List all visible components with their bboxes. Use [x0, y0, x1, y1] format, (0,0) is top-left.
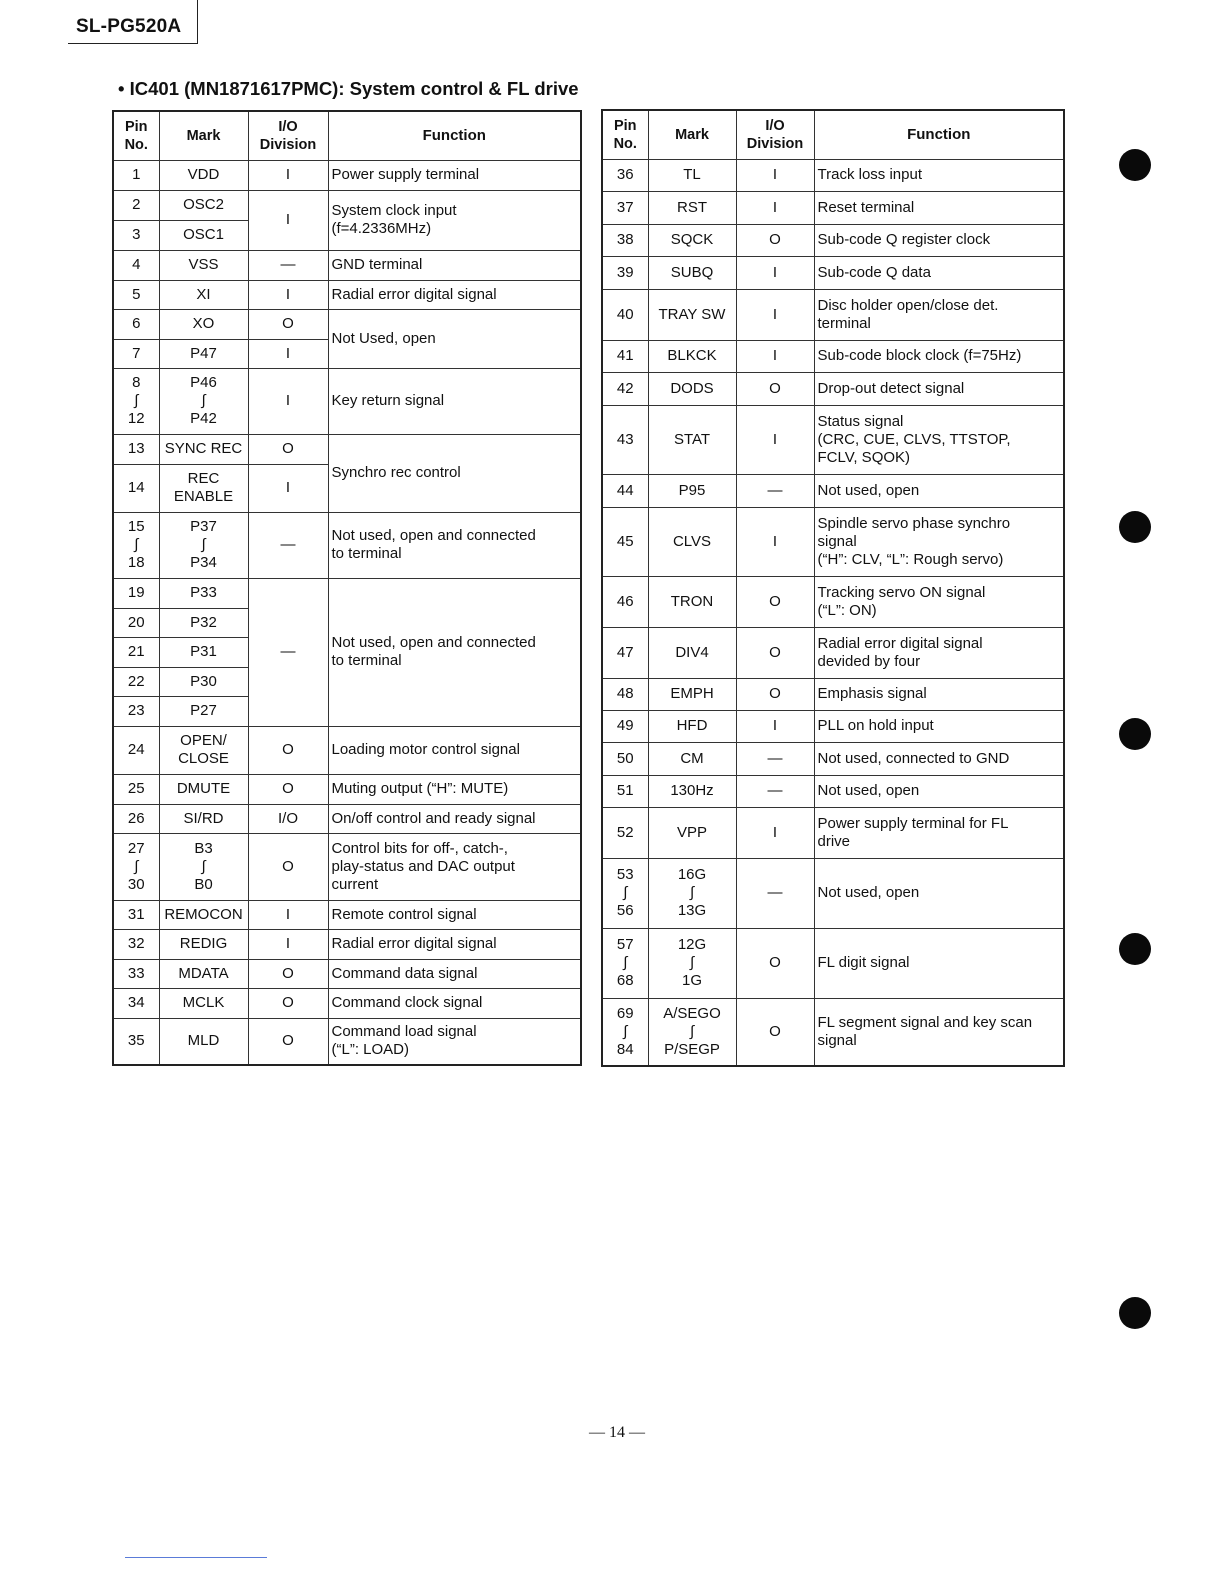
io-division-cell: — — [736, 474, 814, 507]
mark-cell: VPP — [648, 807, 736, 858]
io-division-cell: O — [248, 309, 328, 339]
col-header-io: I/O Division — [248, 111, 328, 160]
io-division-cell: I — [736, 405, 814, 474]
pin-number-cell: 19 — [113, 578, 159, 608]
function-cell: Not used, open — [814, 474, 1064, 507]
table-row — [602, 576, 1064, 627]
pin-number-cell: 44 — [602, 474, 648, 507]
function-cell: Track loss input — [814, 159, 1064, 191]
function-cell: Key return signal — [328, 368, 581, 434]
pin-number-cell: 22 — [113, 667, 159, 696]
function-cell: Reset terminal — [814, 191, 1064, 224]
mark-cell: SI/RD — [159, 804, 248, 833]
table-row — [113, 774, 581, 804]
table-row — [602, 928, 1064, 998]
pin-number-cell: 51 — [602, 775, 648, 807]
pin-number-cell: 35 — [113, 1018, 159, 1065]
pin-number-cell: 7 — [113, 339, 159, 368]
function-cell: Not used, open and connected to terminal — [328, 578, 581, 726]
table-row — [602, 775, 1064, 807]
io-division-cell: I — [248, 929, 328, 959]
table-row — [113, 160, 581, 190]
mark-cell: XO — [159, 309, 248, 339]
mark-cell: MLD — [159, 1018, 248, 1065]
table-row — [113, 900, 581, 929]
io-division-cell: I/O — [248, 804, 328, 833]
io-division-cell: I — [248, 339, 328, 368]
io-division-cell: I — [248, 190, 328, 250]
table-row — [602, 807, 1064, 858]
table-row — [113, 578, 581, 608]
function-cell: FL digit signal — [814, 928, 1064, 998]
section-title: • IC401 (MN1871617PMC): System control & FL drive — [118, 78, 579, 99]
function-cell: Drop-out detect signal — [814, 372, 1064, 405]
table-row — [113, 833, 581, 900]
table-row — [602, 191, 1064, 224]
mark-cell: VDD — [159, 160, 248, 190]
pin-number-cell: 37 — [602, 191, 648, 224]
io-division-cell: O — [736, 998, 814, 1066]
function-cell: Emphasis signal — [814, 678, 1064, 710]
mark-cell: OPEN/ CLOSE — [159, 726, 248, 774]
io-division-cell: I — [736, 710, 814, 742]
io-division-cell: I — [736, 807, 814, 858]
pin-number-cell: 52 — [602, 807, 648, 858]
mark-cell: EMPH — [648, 678, 736, 710]
io-division-cell: I — [736, 340, 814, 372]
col-header-mark: Mark — [159, 111, 248, 160]
pin-number-cell: 57 ∫ 68 — [602, 928, 648, 998]
table-row — [113, 512, 581, 578]
function-cell: FL segment signal and key scan signal — [814, 998, 1064, 1066]
pin-table-right — [601, 109, 1065, 1067]
pin-number-cell: 27 ∫ 30 — [113, 833, 159, 900]
function-cell: Control bits for off-, catch-, play-status and DAC output current — [328, 833, 581, 900]
mark-cell: P32 — [159, 608, 248, 637]
table-row — [113, 434, 581, 464]
model-number: SL-PG520A — [76, 16, 182, 37]
table-row — [602, 474, 1064, 507]
mark-cell: DIV4 — [648, 627, 736, 678]
mark-cell: TL — [648, 159, 736, 191]
mark-cell: REDIG — [159, 929, 248, 959]
function-cell: Synchro rec control — [328, 434, 581, 512]
mark-cell: 16G ∫ 13G — [648, 858, 736, 928]
table-row — [602, 678, 1064, 710]
table-row — [602, 998, 1064, 1066]
col-header-function: Function — [814, 110, 1064, 159]
function-cell: Radial error digital signal — [328, 929, 581, 959]
table-row — [602, 289, 1064, 340]
function-cell: Status signal (CRC, CUE, CLVS, TTSTOP, FCLV, SQOK) — [814, 405, 1064, 474]
mark-cell: RST — [648, 191, 736, 224]
pin-number-cell: 42 — [602, 372, 648, 405]
io-division-cell: O — [248, 1018, 328, 1065]
io-division-cell: O — [248, 726, 328, 774]
pin-number-cell: 6 — [113, 309, 159, 339]
pin-number-cell: 4 — [113, 250, 159, 280]
mark-cell: SUBQ — [648, 256, 736, 289]
io-division-cell: O — [736, 372, 814, 405]
function-cell: Command clock signal — [328, 988, 581, 1018]
table-row — [113, 726, 581, 774]
table-row — [113, 190, 581, 220]
pin-number-cell: 34 — [113, 988, 159, 1018]
io-division-cell: O — [248, 833, 328, 900]
io-division-cell: O — [248, 774, 328, 804]
table-row — [113, 250, 581, 280]
table-row — [602, 256, 1064, 289]
function-cell: PLL on hold input — [814, 710, 1064, 742]
pin-number-cell: 26 — [113, 804, 159, 833]
mark-cell: OSC2 — [159, 190, 248, 220]
io-division-cell: O — [736, 576, 814, 627]
io-division-cell: O — [736, 928, 814, 998]
io-division-cell: I — [736, 289, 814, 340]
function-cell: Power supply terminal for FL drive — [814, 807, 1064, 858]
pin-number-cell: 24 — [113, 726, 159, 774]
io-division-cell: O — [248, 959, 328, 988]
pin-number-cell: 38 — [602, 224, 648, 256]
col-header-mark: Mark — [648, 110, 736, 159]
mark-cell: STAT — [648, 405, 736, 474]
function-cell: System clock input (f=4.2336MHz) — [328, 190, 581, 250]
table-row — [602, 224, 1064, 256]
mark-cell: P30 — [159, 667, 248, 696]
pin-number-cell: 2 — [113, 190, 159, 220]
function-cell: Not used, open — [814, 858, 1064, 928]
io-division-cell: — — [248, 578, 328, 726]
pin-number-cell: 39 — [602, 256, 648, 289]
io-division-cell: I — [736, 159, 814, 191]
pin-number-cell: 5 — [113, 280, 159, 309]
pin-number-cell: 32 — [113, 929, 159, 959]
function-cell: Spindle servo phase synchro signal (“H”: CLV, “L”: Rough servo) — [814, 507, 1064, 576]
table-row — [602, 507, 1064, 576]
pin-number-cell: 31 — [113, 900, 159, 929]
mark-cell: CM — [648, 742, 736, 775]
mark-cell: SQCK — [648, 224, 736, 256]
table-row — [602, 742, 1064, 775]
mark-cell: P27 — [159, 696, 248, 726]
table-row — [113, 959, 581, 988]
io-division-cell: — — [248, 512, 328, 578]
table-row — [113, 929, 581, 959]
col-header-pin: Pin No. — [113, 111, 159, 160]
function-cell: Not used, open and connected to terminal — [328, 512, 581, 578]
pin-number-cell: 20 — [113, 608, 159, 637]
pin-number-cell: 36 — [602, 159, 648, 191]
function-cell: Remote control signal — [328, 900, 581, 929]
punch-hole-mark — [1119, 718, 1151, 750]
function-cell: Power supply terminal — [328, 160, 581, 190]
pin-number-cell: 25 — [113, 774, 159, 804]
io-division-cell: O — [248, 988, 328, 1018]
io-division-cell: I — [248, 464, 328, 512]
pin-number-cell: 3 — [113, 220, 159, 250]
function-cell: GND terminal — [328, 250, 581, 280]
pin-number-cell: 50 — [602, 742, 648, 775]
mark-cell: 130Hz — [648, 775, 736, 807]
function-cell: Not used, open — [814, 775, 1064, 807]
mark-cell: B3 ∫ B0 — [159, 833, 248, 900]
io-division-cell: O — [736, 224, 814, 256]
page-number: — 14 — — [589, 1424, 645, 1441]
mark-cell: REC ENABLE — [159, 464, 248, 512]
mark-cell: XI — [159, 280, 248, 309]
footer-rule — [125, 1557, 267, 1558]
pin-number-cell: 14 — [113, 464, 159, 512]
table-row — [602, 159, 1064, 191]
punch-hole-mark — [1119, 1297, 1151, 1329]
mark-cell: MCLK — [159, 988, 248, 1018]
table-row — [602, 340, 1064, 372]
pin-number-cell: 40 — [602, 289, 648, 340]
function-cell: Sub-code Q register clock — [814, 224, 1064, 256]
pin-table-left — [112, 110, 582, 1066]
function-cell: Muting output (“H”: MUTE) — [328, 774, 581, 804]
table-row — [602, 627, 1064, 678]
function-cell: Disc holder open/close det. terminal — [814, 289, 1064, 340]
table-row — [602, 710, 1064, 742]
punch-hole-mark — [1119, 149, 1151, 181]
io-division-cell: O — [736, 678, 814, 710]
mark-cell: MDATA — [159, 959, 248, 988]
mark-cell: P95 — [648, 474, 736, 507]
mark-cell: P47 — [159, 339, 248, 368]
function-cell: Sub-code Q data — [814, 256, 1064, 289]
pin-number-cell: 23 — [113, 696, 159, 726]
io-division-cell: I — [736, 256, 814, 289]
io-division-cell: — — [736, 742, 814, 775]
table-row — [602, 372, 1064, 405]
mark-cell: TRON — [648, 576, 736, 627]
table-header-row — [602, 110, 1064, 159]
mark-cell: VSS — [159, 250, 248, 280]
mark-cell: DODS — [648, 372, 736, 405]
pin-number-cell: 48 — [602, 678, 648, 710]
io-division-cell: O — [736, 627, 814, 678]
col-header-pin: Pin No. — [602, 110, 648, 159]
mark-cell: OSC1 — [159, 220, 248, 250]
col-header-io: I/O Division — [736, 110, 814, 159]
table-row — [113, 804, 581, 833]
mark-cell: TRAY SW — [648, 289, 736, 340]
pin-number-cell: 1 — [113, 160, 159, 190]
punch-hole-mark — [1119, 933, 1151, 965]
pin-number-cell: 46 — [602, 576, 648, 627]
col-header-function: Function — [328, 111, 581, 160]
io-division-cell: I — [248, 280, 328, 309]
table-row — [113, 1018, 581, 1065]
mark-cell: REMOCON — [159, 900, 248, 929]
pin-number-cell: 69 ∫ 84 — [602, 998, 648, 1066]
mark-cell: BLKCK — [648, 340, 736, 372]
mark-cell: P37 ∫ P34 — [159, 512, 248, 578]
io-division-cell: — — [736, 858, 814, 928]
function-cell: Not used, connected to GND — [814, 742, 1064, 775]
table-row — [113, 368, 581, 434]
function-cell: Loading motor control signal — [328, 726, 581, 774]
io-division-cell: O — [248, 434, 328, 464]
punch-hole-mark — [1119, 511, 1151, 543]
model-tag — [68, 0, 198, 44]
io-division-cell: — — [248, 250, 328, 280]
pin-number-cell: 53 ∫ 56 — [602, 858, 648, 928]
mark-cell: P33 — [159, 578, 248, 608]
mark-cell: DMUTE — [159, 774, 248, 804]
function-cell: Radial error digital signal devided by four — [814, 627, 1064, 678]
pin-number-cell: 8 ∫ 12 — [113, 368, 159, 434]
mark-cell: 12G ∫ 1G — [648, 928, 736, 998]
table-row — [113, 988, 581, 1018]
io-division-cell: — — [736, 775, 814, 807]
mark-cell: SYNC REC — [159, 434, 248, 464]
mark-cell: CLVS — [648, 507, 736, 576]
function-cell: Tracking servo ON signal (“L”: ON) — [814, 576, 1064, 627]
pin-number-cell: 21 — [113, 637, 159, 667]
io-division-cell: I — [248, 368, 328, 434]
pin-number-cell: 47 — [602, 627, 648, 678]
mark-cell: HFD — [648, 710, 736, 742]
io-division-cell: I — [248, 900, 328, 929]
pin-number-cell: 43 — [602, 405, 648, 474]
pin-number-cell: 15 ∫ 18 — [113, 512, 159, 578]
pin-number-cell: 49 — [602, 710, 648, 742]
function-cell: Command data signal — [328, 959, 581, 988]
function-cell: Not Used, open — [328, 309, 581, 368]
pin-number-cell: 33 — [113, 959, 159, 988]
table-header-row — [113, 111, 581, 160]
function-cell: Radial error digital signal — [328, 280, 581, 309]
function-cell: Sub-code block clock (f=75Hz) — [814, 340, 1064, 372]
table-row — [602, 858, 1064, 928]
table-row — [113, 309, 581, 339]
function-cell: Command load signal (“L”: LOAD) — [328, 1018, 581, 1065]
mark-cell: P31 — [159, 637, 248, 667]
io-division-cell: I — [736, 191, 814, 224]
pin-number-cell: 45 — [602, 507, 648, 576]
table-row — [602, 405, 1064, 474]
table-row — [113, 280, 581, 309]
mark-cell: P46 ∫ P42 — [159, 368, 248, 434]
mark-cell: A/SEGO ∫ P/SEGP — [648, 998, 736, 1066]
pin-number-cell: 41 — [602, 340, 648, 372]
io-division-cell: I — [248, 160, 328, 190]
pin-number-cell: 13 — [113, 434, 159, 464]
io-division-cell: I — [736, 507, 814, 576]
function-cell: On/off control and ready signal — [328, 804, 581, 833]
